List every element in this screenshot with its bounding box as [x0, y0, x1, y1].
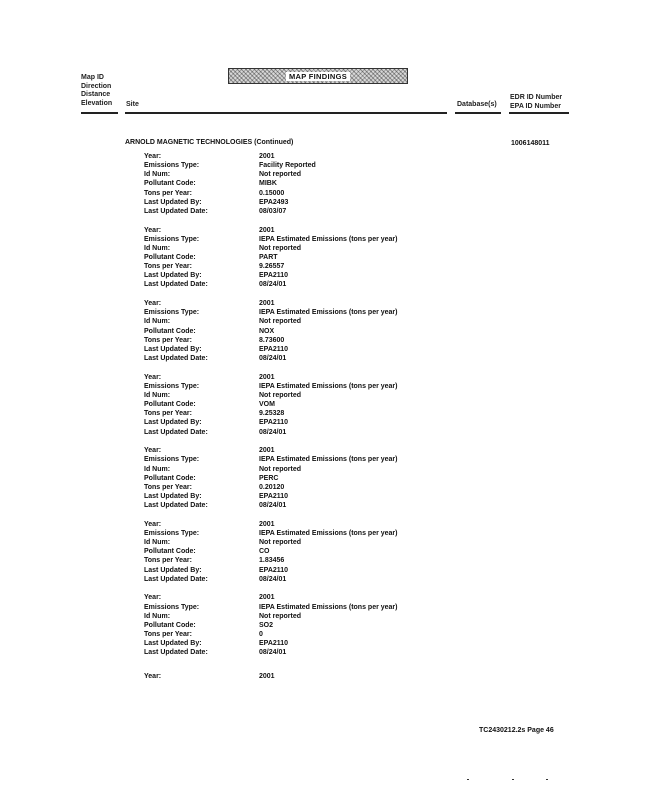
trailing-year-row: [144, 673, 275, 680]
record-row-year: [144, 299, 444, 308]
field-value: Not reported: [259, 539, 301, 547]
field-value: 08/24/01: [259, 502, 287, 510]
field-label: Year:: [144, 153, 162, 160]
record-row-year: [144, 373, 444, 382]
record-row-id-num: [144, 465, 444, 474]
record-row-last-updated-by: [144, 418, 444, 427]
field-label: Pollutant Code:: [144, 254, 196, 261]
direction-label: Direction: [81, 82, 112, 90]
record-row-tons-per-year: [144, 189, 444, 198]
field-value: NOX: [259, 327, 275, 335]
field-label: Last Updated By:: [144, 640, 202, 648]
field-value: 08/24/01: [259, 281, 287, 289]
field-value: Not reported: [259, 392, 301, 400]
emission-record: [144, 446, 444, 510]
record-row-tons-per-year: [144, 483, 444, 492]
field-label: Last Updated By:: [144, 419, 202, 427]
record-row-last-updated-date: [144, 501, 444, 510]
field-value: 2001: [259, 673, 275, 680]
record-row-emissions-type: [144, 308, 444, 317]
field-label: Emissions Type:: [144, 235, 200, 243]
page-reference: TC2430212.2s Page 46: [479, 727, 554, 734]
header-right-labels: [510, 94, 562, 111]
record-row-id-num: [144, 244, 444, 253]
header-rule-left: [81, 112, 118, 114]
field-value: 2001: [259, 594, 275, 602]
field-value: EPA2110: [259, 493, 289, 501]
emission-record: [144, 299, 444, 363]
field-label: Emissions Type:: [144, 309, 200, 317]
field-value: 2001: [259, 520, 275, 528]
field-value: IEPA Estimated Emissions (tons per year): [259, 309, 398, 317]
record-row-emissions-type: [144, 529, 444, 538]
field-label: Last Updated Date:: [144, 355, 208, 362]
field-label: Last Updated Date:: [144, 428, 208, 436]
header-rule-database: [455, 112, 501, 114]
header-left-labels: [81, 74, 112, 108]
emission-record: [144, 520, 444, 584]
field-label: Year:: [144, 226, 162, 234]
field-value: IEPA Estimated Emissions (tons per year): [259, 456, 398, 464]
record-row-year: [144, 152, 444, 161]
field-label: Emissions Type:: [144, 603, 200, 611]
record-row-last-updated-by: [144, 639, 444, 648]
record-row-last-updated-date: [144, 428, 444, 437]
field-value: 08/03/07: [259, 207, 287, 215]
emission-record: [144, 373, 444, 437]
record-row-last-updated-date: [144, 280, 444, 289]
edr-id-label: EDR ID Number: [510, 94, 563, 101]
banner-title: MAP FINDINGS: [286, 72, 350, 81]
field-label: Id Num:: [144, 171, 171, 179]
field-value: 0: [259, 631, 263, 639]
record-row-id-num: [144, 391, 444, 400]
record-row-pollutant-code: [144, 474, 444, 483]
field-label: Last Updated Date:: [144, 502, 208, 510]
field-value: SO2: [259, 621, 274, 629]
database-label: Database(s): [457, 101, 497, 108]
field-value: 9.26557: [259, 263, 285, 271]
field-label: Pollutant Code:: [144, 474, 196, 482]
map-findings-banner: [228, 68, 408, 84]
distance-label: Distance: [81, 91, 111, 99]
record-row-tons-per-year: [144, 630, 444, 639]
record-row-emissions-type: [144, 603, 444, 612]
field-label: Pollutant Code:: [144, 401, 196, 409]
record-row-last-updated-date: [144, 207, 444, 216]
emission-records: [144, 152, 444, 667]
field-value: Not reported: [259, 612, 301, 620]
field-label: Year:: [144, 520, 162, 528]
record-row-last-updated-by: [144, 345, 444, 354]
field-label: Last Updated By:: [144, 272, 202, 280]
field-label: Last Updated By:: [144, 345, 202, 353]
field-value: VOM: [259, 401, 275, 409]
field-label: Last Updated By:: [144, 493, 202, 501]
field-value: 8.73600: [259, 336, 285, 344]
record-row-id-num: [144, 317, 444, 326]
field-label: Id Num:: [144, 539, 171, 547]
field-value: 2001: [259, 226, 275, 234]
field-label: Tons per Year:: [144, 557, 192, 565]
field-label: Tons per Year:: [144, 189, 192, 197]
field-label: Year:: [144, 673, 162, 680]
field-label: Tons per Year:: [144, 263, 192, 271]
field-label: Pollutant Code:: [144, 327, 196, 335]
field-value: 2001: [259, 447, 275, 455]
field-label: Last Updated Date:: [144, 649, 208, 657]
record-row-tons-per-year: [144, 556, 444, 565]
record-row-tons-per-year: [144, 409, 444, 418]
record-row-last-updated-by: [144, 198, 444, 207]
elevation-label: Elevation: [81, 99, 113, 107]
record-row-tons-per-year: [144, 262, 444, 271]
field-label: Pollutant Code:: [144, 180, 196, 188]
record-row-pollutant-code: [144, 179, 444, 188]
field-label: Last Updated Date:: [144, 281, 208, 289]
record-row-pollutant-code: [144, 253, 444, 262]
field-label: Tons per Year:: [144, 336, 192, 344]
record-row-last-updated-by: [144, 492, 444, 501]
emission-record: [144, 152, 444, 216]
field-label: Pollutant Code:: [144, 548, 196, 556]
record-row-last-updated-date: [144, 648, 444, 657]
emission-record: [144, 226, 444, 290]
field-value: EPA2493: [259, 198, 289, 206]
field-value: 1.83456: [259, 557, 285, 565]
field-label: Last Updated Date:: [144, 207, 208, 215]
field-label: Last Updated By:: [144, 198, 202, 206]
field-value: 0.15000: [259, 189, 285, 197]
field-value: EPA2110: [259, 566, 289, 574]
field-value: Facility Reported: [259, 162, 316, 170]
field-value: EPA2110: [259, 272, 289, 280]
field-value: Not reported: [259, 465, 301, 473]
record-row-pollutant-code: [144, 621, 444, 630]
field-label: Emissions Type:: [144, 456, 200, 464]
field-label: Emissions Type:: [144, 162, 200, 170]
field-value: PART: [259, 254, 278, 261]
field-label: Id Num:: [144, 244, 171, 252]
field-label: Id Num:: [144, 392, 171, 400]
field-value: Not reported: [259, 244, 301, 252]
header-rule-site: [125, 112, 447, 114]
field-label: Tons per Year:: [144, 631, 192, 639]
emission-record: [144, 593, 444, 657]
field-label: Year:: [144, 373, 162, 381]
field-value: 9.25328: [259, 410, 285, 418]
field-label: Id Num:: [144, 318, 171, 326]
record-row-year: [144, 520, 444, 529]
field-label: Last Updated Date:: [144, 575, 208, 583]
field-value: 2001: [259, 300, 275, 308]
facility-name: ARNOLD MAGNETIC TECHNOLOGIES (Continued): [125, 139, 294, 146]
record-row-emissions-type: [144, 382, 444, 391]
field-value: Not reported: [259, 318, 301, 326]
record-row-pollutant-code: [144, 327, 444, 336]
record-row-last-updated-date: [144, 354, 444, 363]
record-row-pollutant-code: [144, 547, 444, 556]
field-value: EPA2110: [259, 640, 289, 648]
map-id-label: Map ID: [81, 74, 104, 81]
field-value: CO: [259, 548, 270, 556]
record-row-pollutant-code: [144, 400, 444, 409]
header-rule-right: [509, 112, 569, 114]
record-row-last-updated-by: [144, 271, 444, 280]
field-label: Emissions Type:: [144, 530, 200, 538]
field-value: 08/24/01: [259, 649, 287, 657]
field-value: IEPA Estimated Emissions (tons per year): [259, 235, 398, 243]
field-label: Year:: [144, 447, 162, 455]
field-value: 0.20120: [259, 483, 285, 491]
record-row-tons-per-year: [144, 336, 444, 345]
field-label: Emissions Type:: [144, 382, 200, 390]
field-label: Tons per Year:: [144, 483, 192, 491]
field-value: MIBK: [259, 180, 277, 188]
field-value: 08/24/01: [259, 355, 287, 362]
record-row-last-updated-date: [144, 575, 444, 584]
field-label: Tons per Year:: [144, 410, 192, 418]
field-label: Id Num:: [144, 612, 171, 620]
field-value: 2001: [259, 373, 275, 381]
record-row-year: [144, 226, 444, 235]
field-label: Year:: [144, 300, 162, 308]
epa-id-label: EPA ID Number: [510, 102, 561, 110]
scan-speck: [512, 779, 514, 780]
field-value: 08/24/01: [259, 575, 287, 583]
site-label: Site: [126, 101, 139, 108]
field-label: Last Updated By:: [144, 566, 202, 574]
field-label: Pollutant Code:: [144, 621, 196, 629]
field-value: EPA2110: [259, 419, 289, 427]
record-row-year: [144, 593, 444, 602]
scan-speck: [546, 779, 548, 780]
facility-edr-id: 1006148011: [511, 140, 550, 147]
record-row-emissions-type: [144, 235, 444, 244]
field-value: PERC: [259, 474, 279, 482]
field-value: EPA2110: [259, 345, 289, 353]
field-value: IEPA Estimated Emissions (tons per year): [259, 530, 398, 538]
field-value: Not reported: [259, 171, 301, 179]
record-row-emissions-type: [144, 455, 444, 464]
field-label: Id Num:: [144, 465, 171, 473]
field-value: 08/24/01: [259, 428, 287, 436]
record-row-year: [144, 446, 444, 455]
record-row-emissions-type: [144, 161, 444, 170]
record-row-id-num: [144, 612, 444, 621]
record-row-id-num: [144, 170, 444, 179]
field-value: IEPA Estimated Emissions (tons per year): [259, 382, 398, 390]
record-row-last-updated-by: [144, 566, 444, 575]
scan-speck: [467, 779, 469, 780]
field-value: IEPA Estimated Emissions (tons per year): [259, 603, 398, 611]
field-label: Year:: [144, 594, 162, 602]
record-row-id-num: [144, 538, 444, 547]
field-value: 2001: [259, 153, 275, 160]
